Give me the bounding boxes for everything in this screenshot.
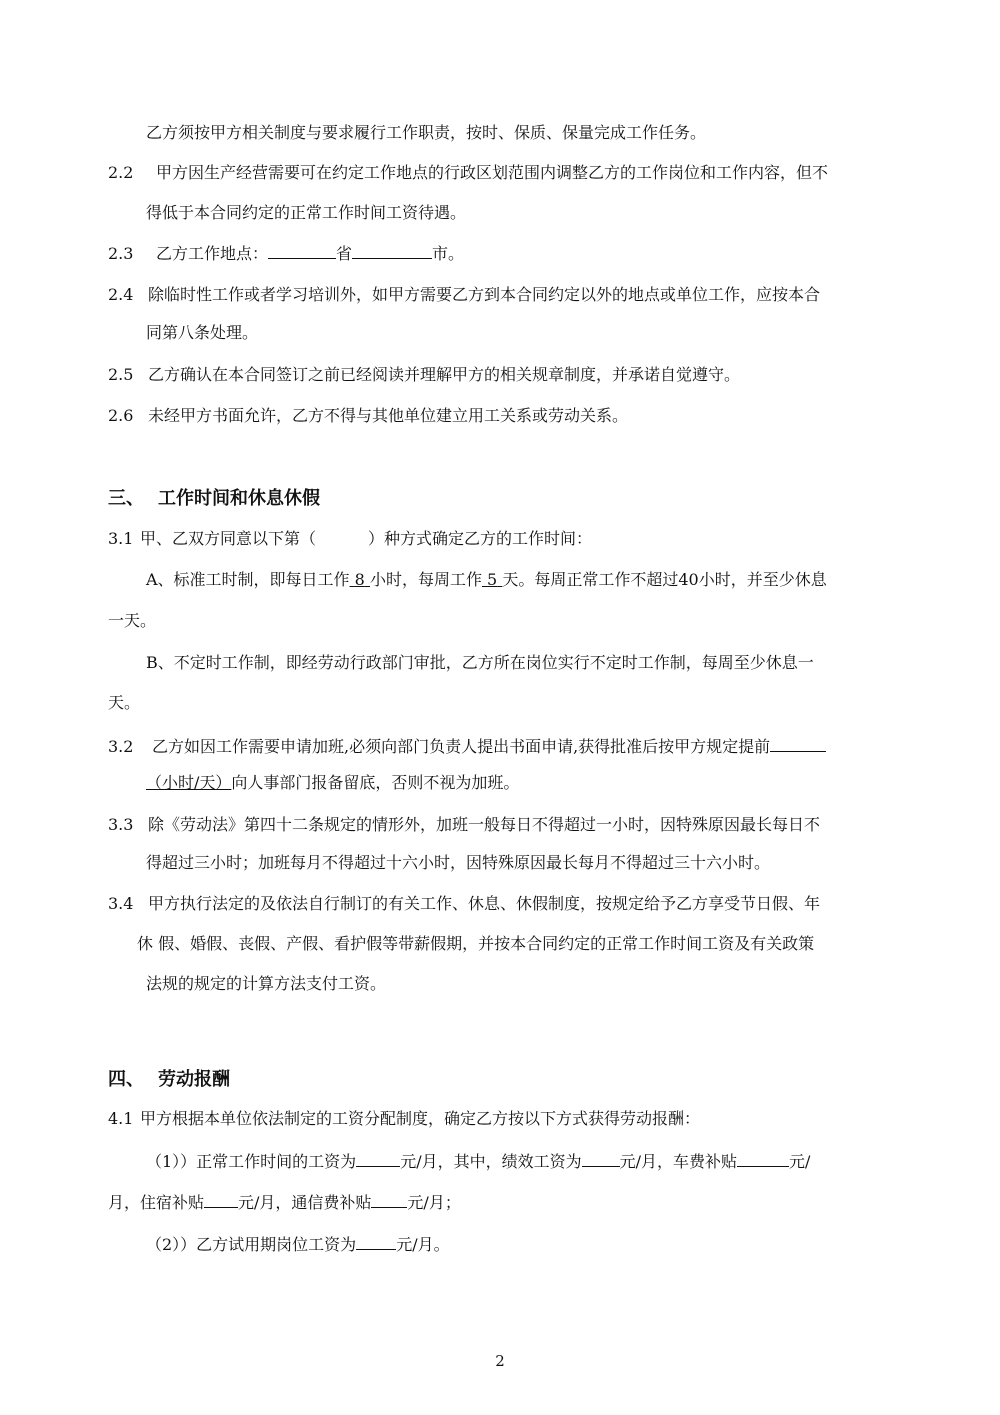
- clause-text: 甲方根据本单位依法制定的工资分配制度，确定乙方按以下方式获得劳动报酬：: [140, 1109, 701, 1128]
- notice-unit: （小时/天）: [146, 773, 232, 792]
- section-title: 工作时间和休息休假: [158, 488, 320, 509]
- daily-hours-value: 8: [354, 570, 365, 589]
- performance-pay-blank: [582, 1150, 620, 1167]
- city-label: 市。: [432, 244, 465, 263]
- option-b-continuation: 天。: [108, 693, 141, 712]
- city-blank: [352, 242, 432, 259]
- pay-item-1-text-a: 元/月，其中，绩效工资为: [400, 1152, 582, 1171]
- pay-item-1-text-b: 元/月，车费补贴: [619, 1152, 737, 1171]
- clause-3-2: [108, 735, 826, 758]
- page-number: 2: [495, 1352, 505, 1370]
- housing-allowance-blank: [204, 1191, 238, 1208]
- clause-number: 2.2: [108, 163, 134, 182]
- clause-number: 3.4: [108, 894, 134, 913]
- clause-text: 除临时性工作或者学习培训外，如甲方需要乙方到本合同约定以外的地点或单位工作，应按本合: [148, 285, 821, 304]
- clause-2-5: [108, 364, 740, 386]
- clause-3-1: [108, 528, 592, 550]
- clause-2-2: [108, 162, 828, 184]
- clause-number: 2.6: [108, 406, 134, 425]
- pay-item-2-text: （2））乙方试用期岗位工资为: [146, 1235, 357, 1254]
- pay-item-1-text: （1））正常工作时间的工资为: [146, 1152, 357, 1171]
- clause-3-3-continuation: 得超过三小时；加班每月不得超过十六小时，因特殊原因最长每月不得超过三十六小时。: [146, 853, 771, 872]
- clause-number: 3.3: [108, 815, 134, 834]
- section-number: 四、: [108, 1069, 144, 1090]
- clause-2-6: [108, 405, 628, 427]
- option-a-text-mid: 小时，每周工作: [369, 570, 482, 589]
- clause-number: 2.4: [108, 285, 134, 304]
- clause-number: 2.3: [108, 244, 134, 263]
- weekly-days: [482, 570, 502, 589]
- option-a-standard-hours: [146, 569, 827, 591]
- section-3-heading: [108, 487, 320, 511]
- daily-hours: [350, 570, 370, 589]
- section-4-heading: [108, 1068, 230, 1092]
- pay-item-1-end: 元/月；: [407, 1193, 461, 1212]
- pay-item-2: [146, 1233, 450, 1256]
- clause-3-3: [108, 814, 820, 836]
- clause-2-3: [108, 242, 464, 265]
- pay-item-2-end: 元/月。: [396, 1235, 450, 1254]
- clause-number: 3.1: [108, 529, 134, 548]
- phone-allowance-label: 元/月，通信费补贴: [238, 1193, 372, 1212]
- clause-text: 除《劳动法》第四十二条规定的情形外，加班一般每日不得超过一小时，因特殊原因最长每日不: [148, 815, 821, 834]
- base-wage-blank: [356, 1150, 400, 1167]
- option-a-continuation: 一天。: [108, 611, 157, 630]
- clause-text-end: ）种方式确定乙方的工作时间：: [368, 529, 593, 548]
- clause-3-4-continuation-2: 法规的规定的计算方法支付工资。: [146, 974, 387, 993]
- province-label: 省: [336, 244, 353, 263]
- clause-2-4: [108, 284, 820, 306]
- advance-notice-blank: [770, 735, 826, 752]
- clause-text: 乙方工作地点：: [156, 244, 269, 263]
- clause-number: 4.1: [108, 1109, 134, 1128]
- clause-3-2-continuation: [146, 772, 519, 794]
- clause-3-4-continuation: 休 假、婚假、丧假、产假、看护假等带薪假期，并按本合同约定的正常工作时间工资及有关政策: [137, 934, 815, 953]
- clause-2-4-continuation: 同第八条处理。: [146, 323, 259, 342]
- pay-item-1-continuation: [108, 1191, 461, 1214]
- pay-item-1-text-c: 元/: [789, 1152, 811, 1171]
- probation-wage-blank: [356, 1233, 396, 1250]
- clause-text: 甲方执行法定的及依法自行制订的有关工作、休息、休假制度，按规定给予乙方享受节日假、年: [148, 894, 821, 913]
- transport-allowance-blank: [737, 1150, 789, 1167]
- housing-allowance-label: 月，住宿补贴: [108, 1193, 205, 1212]
- option-a-text-end: 天。每周正常工作不超过40小时，并至少休息: [502, 570, 827, 589]
- option-b-flexible-hours: B、不定时工作制，即经劳动行政部门审批，乙方所在岗位实行不定时工作制，每周至少休息一: [146, 653, 814, 672]
- clause-2-1-continuation: 乙方须按甲方相关制度与要求履行工作职责，按时、保质、保量完成工作任务。: [146, 123, 707, 142]
- clause-4-1: [108, 1108, 700, 1130]
- clause-number: 3.2: [108, 737, 134, 756]
- clause-text: 乙方如因工作需要申请加班,必须向部门负责人提出书面申请,获得批准后按甲方规定提前: [152, 737, 771, 756]
- clause-text: 未经甲方书面允许，乙方不得与其他单位建立用工关系或劳动关系。: [148, 406, 629, 425]
- clause-number: 2.5: [108, 365, 134, 384]
- clause-3-4: [108, 893, 820, 915]
- option-a-text: A、标准工时制，即每日工作: [146, 570, 350, 589]
- phone-allowance-blank: [371, 1191, 407, 1208]
- clause-text: 乙方确认在本合同签订之前已经阅读并理解甲方的相关规章制度，并承诺自觉遵守。: [148, 365, 741, 384]
- clause-text: 向人事部门报备留底，否则不视为加班。: [231, 773, 520, 792]
- province-blank: [268, 242, 336, 259]
- section-number: 三、: [108, 488, 144, 509]
- clause-2-2-continuation: 得低于本合同约定的正常工作时间工资待遇。: [146, 203, 467, 222]
- clause-text: 甲、乙双方同意以下第（: [140, 529, 317, 548]
- weekly-days-value: 5: [487, 570, 498, 589]
- section-title: 劳动报酬: [158, 1069, 230, 1090]
- clause-text: 甲方因生产经营需要可在约定工作地点的行政区划范围内调整乙方的工作岗位和工作内容，但不: [156, 163, 829, 182]
- pay-item-1: [146, 1150, 810, 1173]
